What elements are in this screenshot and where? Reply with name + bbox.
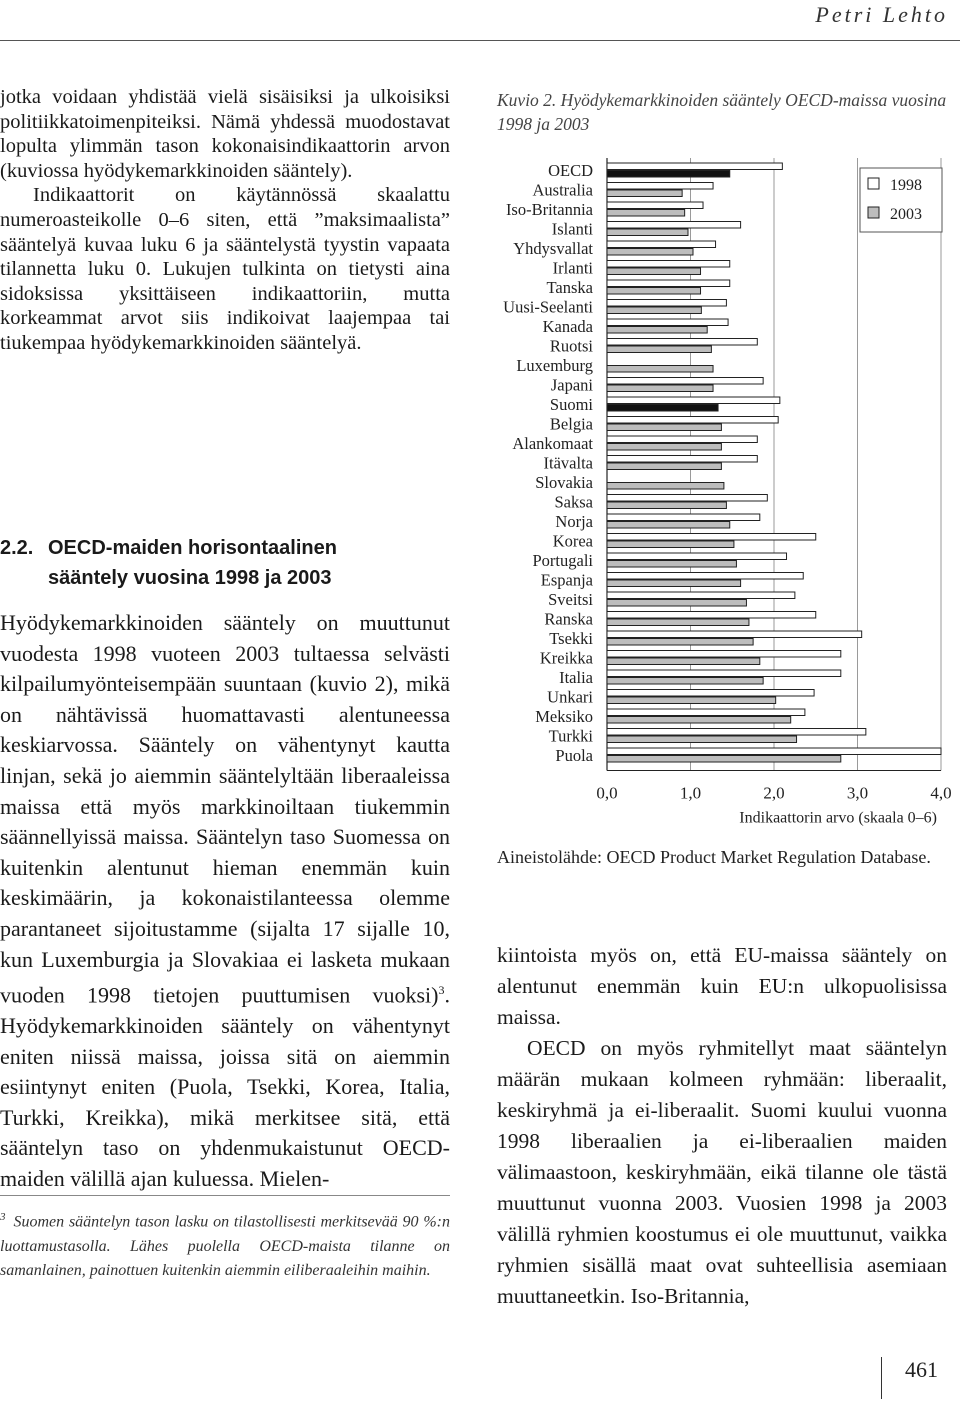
category-label: Norja: [555, 512, 593, 531]
section-body: [0, 608, 450, 1195]
category-label: Itävalta: [543, 453, 593, 473]
bar-1998: [607, 261, 730, 268]
bar-2003: [607, 639, 753, 646]
bar-2003: [607, 171, 730, 178]
bar-2003: [607, 190, 682, 197]
category-label: Australia: [532, 180, 593, 200]
category-label: Suomi: [549, 395, 593, 414]
bar-1998: [607, 339, 757, 346]
bar-2003: [607, 444, 721, 451]
category-label: Ruotsi: [549, 336, 593, 356]
category-label: Saksa: [554, 492, 593, 512]
bar-2003: [607, 210, 685, 217]
legend-label-1998: 1998: [890, 177, 922, 194]
footnote-rule: [0, 1195, 450, 1196]
figure-caption: Kuvio 2. Hyödykemarkkinoiden sääntely OECD-maissa vuosina 1998 ja 2003: [497, 90, 947, 134]
category-label: Belgia: [549, 414, 593, 434]
bar-2003: [607, 307, 701, 314]
intro-paragraph: jotka voidaan yhdistää vielä sisäisiksi ja ulkoisiksi politiikkatoimenpiteiksi. Nämä yhdessä muodostavat lopulta ylimmän tason kokonaisindikaattorin arvon (kuviossa hyödykemarkkinoiden sääntely).: [0, 86, 450, 182]
bar-2003: [607, 346, 711, 353]
x-tick-label: 3,0: [846, 783, 869, 803]
bar-1998: [607, 280, 730, 287]
bar-2003: [607, 327, 707, 334]
category-label: Korea: [552, 531, 593, 551]
x-tick-label: 4,0: [930, 783, 952, 803]
bar-2003: [607, 229, 688, 236]
bar-1998: [607, 241, 716, 248]
bar-1998: [607, 573, 803, 580]
bar-2003: [607, 678, 763, 685]
bar-1998: [607, 202, 703, 209]
category-label: Puola: [555, 746, 593, 765]
bar-2003: [607, 268, 701, 275]
bar-1998: [607, 651, 841, 658]
bar-1998: [607, 534, 816, 541]
category-label: Tsekki: [549, 629, 593, 648]
section-body-paragraph: Hyödykemarkkinoiden sääntely on muuttunut vuodesta 1998 vuoteen 2003 tultaessa selvästi kilpailumyönteisempään suuntaan (kuvio 2), mikä on nähtävissä huomattavasti alentuneessa keskiarvossa. Sääntely on vähentynyt kautta linjan, sekä jo aiemmin sääntelyltään liberaaleissa maissa että myös markkinoiltaan tiukemmin säännellyissä maissa. Sääntelyn taso Suomessa on kuitenkin alentunut hieman enemmän kuin keskimäärin, ja kokonaistilanteessa olemme parantaneet sijoitustamme (sijalta 17 sijalle 10, kun Luxemburgia ja Slovakiaa ei lasketa mukaan vuoden 1998 tietojen puuttumisen vuoksi)$^3$. Hyödykemarkkinoiden sääntely on vähentynyt eniten niissä maissa, joissa sitä on aiemmin esiintynyt eniten (Puola, Tsekki, Korea, Italia, Turkki, Kreikka), mikä merkitsee sitä, että sääntelyn taso on yhdenmukaistunut OECD-maiden välillä ajan kuluessa. Mielen-: [0, 610, 450, 1192]
x-axis-label: Indikaattorin arvo (skaala 0–6): [739, 809, 937, 827]
footnote-text: Suomen sääntelyn tason lasku on tilastollisesti merkitsevää 90 %:n luottamustasolla. Lähes puolella OECD-maista tilanne on samanlainen, painottuen kuitenkin aiemmin eiliberaaleihin maihin.: [0, 1213, 450, 1280]
bar-1998: [607, 748, 941, 755]
bar-2003: [607, 541, 734, 548]
category-label: OECD: [548, 161, 593, 180]
bar-1998: [607, 417, 778, 424]
category-label: Unkari: [547, 687, 593, 707]
bar-1998: [607, 163, 782, 170]
category-label: Italia: [559, 668, 593, 687]
bar-2003: [607, 600, 746, 607]
bar-2003: [607, 483, 724, 490]
bar-1998: [607, 729, 866, 736]
bar-1998: [607, 319, 728, 326]
legend-swatch-2003: [868, 207, 879, 218]
bar-2003: [607, 717, 791, 724]
bar-2003: [607, 405, 718, 412]
bar-1998: [607, 300, 726, 307]
bar-1998: [607, 378, 763, 385]
x-tick-label: 1,0: [679, 783, 702, 803]
category-label: Irlanti: [552, 258, 593, 278]
section-title-line1: OECD-maiden horisontaalinen: [48, 537, 337, 559]
category-label: Slovakia: [535, 473, 593, 492]
category-label: Portugali: [532, 551, 593, 570]
bar-2003: [607, 463, 721, 470]
category-label: Meksiko: [535, 707, 593, 726]
bar-1998: [607, 495, 767, 502]
right-column: [497, 940, 947, 1312]
right-paragraph-1: kiintoista myös on, että EU-maissa sääntely on alentunut enemmän kuin EU:n ulkopuolisissa maissa.: [497, 943, 947, 1029]
bar-2003: [607, 424, 721, 431]
bar-1998: [607, 709, 805, 716]
bar-2003: [607, 561, 736, 568]
bar-1998: [607, 222, 741, 229]
section-number: 2.2.: [0, 537, 34, 559]
bar-1998: [607, 612, 816, 619]
header-rule: [0, 40, 960, 41]
category-label: Islanti: [551, 219, 593, 239]
category-label: Espanja: [540, 570, 593, 590]
bar-1998: [607, 592, 795, 599]
category-label: Luxemburg: [516, 356, 593, 375]
bar-1998: [607, 436, 757, 443]
running-header-author: Petri Lehto: [815, 2, 948, 27]
category-label: Iso-Britannia: [505, 200, 593, 219]
x-tick-label: 2,0: [763, 783, 785, 803]
bar-2003: [607, 580, 741, 587]
category-label: Tanska: [546, 278, 593, 297]
bar-1998: [607, 456, 757, 463]
page-number: 461: [905, 1357, 938, 1382]
section-title-line2: sääntely vuosina 1998 ja 2003: [48, 567, 332, 589]
scale-paragraph: Indikaattorit on käytännössä skaalattu numeroasteikolle 0–6 siten, että ”maksimaalista” sääntelyä kuvaa luku 6 ja sääntelystä tyystin vapaata tilannetta luku 0. Lukujen tulkinta on tietysti aina sidoksissa yksittäiseen indikaattoriin, mutta korkeammat arvot siis indikoivat laajempaa tai tiukempaa hyödykemarkkinoiden sääntelyä.: [0, 184, 450, 354]
page-number-rule: [881, 1357, 882, 1399]
bar-2003: [607, 366, 713, 373]
legend-label-2003: 2003: [890, 206, 922, 223]
bar-2003: [607, 736, 797, 743]
bar-2003: [607, 502, 726, 509]
bar-1998: [607, 553, 787, 560]
bar-1998: [607, 514, 760, 521]
bar-2003: [607, 385, 713, 392]
bar-1998: [607, 397, 780, 404]
category-label: Kanada: [542, 317, 593, 336]
regulation-bar-chart: [470, 150, 960, 840]
bar-2003: [607, 288, 701, 295]
bar-2003: [607, 249, 693, 256]
footnote-mark: 3: [0, 1211, 6, 1223]
left-column: [0, 85, 450, 356]
figure-source: Aineistolähde: OECD Product Market Regulation Database.: [497, 847, 931, 867]
section-heading: [0, 533, 450, 593]
legend-swatch-1998: [868, 178, 879, 189]
category-label: Alankomaat: [512, 434, 593, 453]
category-label: Ranska: [544, 609, 593, 629]
right-paragraph-2: OECD on myös ryhmitellyt maat sääntelyn määrän mukaan kolmeen ryhmään: liberaalit, keskiryhmä ja ei-liberaalit. Suomi kuului vuonna 1998 liberaalien ja ei-liberaalien maiden välimaastoon, keskiryhmään, eikä tilanne ole tästä muuttunut vuonna 2003. Vuosien 1998 ja 2003 välillä ryhmien koostumus ei ole muuttunut, vaikka ryhmien sisällä maat ovat suhteellisia asemiaan muuttaneetkin. Iso-Britannia,: [497, 1036, 947, 1308]
bar-1998: [607, 690, 814, 697]
bar-2003: [607, 619, 749, 626]
bar-1998: [607, 670, 841, 677]
category-label: Turkki: [548, 726, 593, 746]
category-label: Yhdysvallat: [513, 239, 593, 258]
bar-2003: [607, 522, 730, 529]
bar-1998: [607, 631, 862, 638]
footnote-reference: 3: [438, 983, 445, 998]
bar-1998: [607, 183, 713, 190]
category-label: Sveitsi: [548, 590, 593, 609]
x-tick-label: 0,0: [596, 783, 618, 803]
category-label: Japani: [550, 375, 593, 395]
bar-2003: [607, 658, 760, 665]
category-label: Uusi-Seelanti: [503, 297, 593, 317]
bar-2003: [607, 756, 841, 763]
bar-2003: [607, 697, 776, 704]
category-label: Kreikka: [539, 648, 593, 668]
footnote: [0, 1205, 450, 1284]
